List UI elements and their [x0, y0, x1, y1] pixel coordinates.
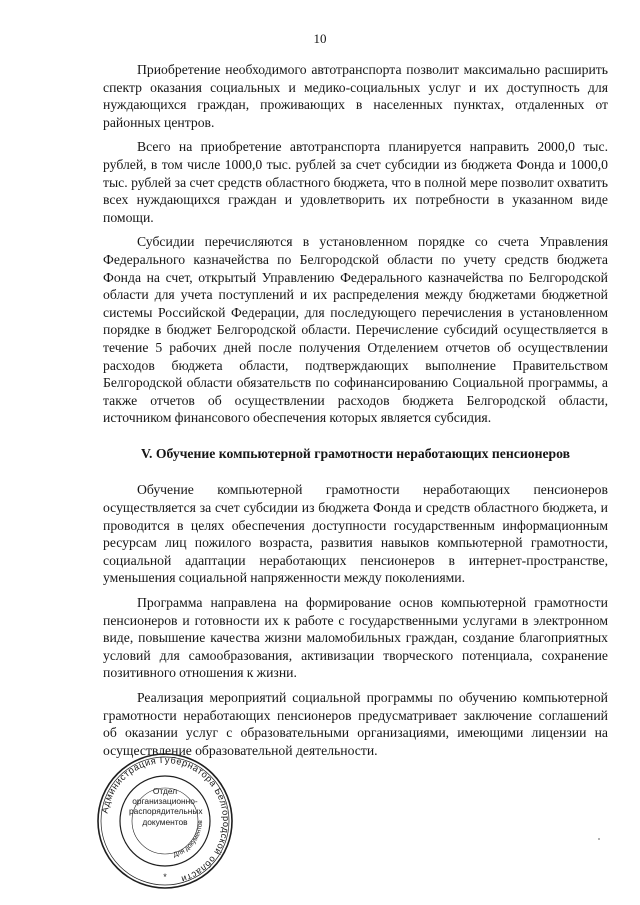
stamp-line: Отдел	[152, 786, 178, 796]
page-number: 10	[313, 31, 327, 46]
section-heading: V. Обучение компьютерной грамотности неработающих пенсионеров	[140, 445, 571, 461]
official-stamp	[96, 752, 234, 890]
stamp-inner-text: Для документов	[172, 820, 205, 859]
document-body	[103, 61, 608, 766]
stamp-line: распорядительных	[129, 806, 203, 817]
stamp-line: организационно-	[132, 796, 198, 807]
paragraph-implementation: Реализация мероприятий социальной программы по обучению компьютерной грамотности неработающих пенсионеров предусматривает заключение соглашений об оказании услуг с образовательными организациями, имеющими лицензии на осуществление образовательной деятельности.	[103, 690, 608, 758]
paragraph-subsidy-transfer: Субсидии перечисляются в установленном порядке со счета Управления Федерального казначейства по Белгородской области по учету средств бюджета Фонда на счет, открытый Управлению Федерального казначейства по Белгородской области для учета поступлений и их распределения между бюджетами бюджетной системы Российской Федерации, для последующего перечисления в установленном порядке в бюджет Белгородской области. Перечисление субсидий осуществляется в течение 5 рабочих дней после получения Отделением отчетов об осуществлении расходов бюджета области, подтверждающих выполнение Правительством Белгородской области обязательств по софинансированию Социальной программы, а также отчетов об осуществлении расходов бюджета Белгородской области, источником финансового обеспечения которых является субсидия.	[103, 234, 608, 426]
stamp-outer-text: Администрация Губернатора Белгородской области	[99, 754, 232, 885]
stamp-star: *	[163, 872, 167, 882]
stamp-line: документов	[142, 816, 188, 827]
paragraph-vehicle-purchase: Приобретение необходимого автотранспорта позволит максимально расширить спектр оказания социальных и медико-социальных услуг и их доступность для нуждающихся граждан, проживающих в населенных пунктах, отдаленных от районных центров.	[103, 62, 608, 130]
stamp-center-text	[129, 786, 201, 827]
scan-speck	[598, 838, 600, 840]
paragraph-vehicle-funding: Всего на приобретение автотранспорта планируется направить 2000,0 тыс. рублей, в том числе 1000,0 тыс. рублей за счет субсидии из бюджета Фонда и 1000,0 тыс. рублей за счет средств областного бюджета, что в полной мере позволит охватить всех нуждающихся граждан и удовлетворить их потребности в указанном виде помощи.	[103, 139, 608, 225]
paragraph-computer-literacy: Обучение компьютерной грамотности неработающих пенсионеров осуществляется за счет субсидии из бюджета Фонда и средств областного бюджета, и проводится в целях обеспечения доступности государственным информационным ресурсам лиц пожилого возраста, развития навыков компьютерной грамотности, социальной адаптации неработающих пенсионеров в интернет-пространстве, уменьшения социальной напряженности между поколениями.	[103, 482, 608, 586]
paragraph-program-goal: Программа направлена на формирование основ компьютерной грамотности пенсионеров и готовности их к работе с государственными услугами в электронном виде, повышение качества жизни маломобильных граждан, создание благоприятных условий для самообразования, активизации творческого потенциала, сохранение позитивного отношения к жизни.	[103, 595, 608, 681]
